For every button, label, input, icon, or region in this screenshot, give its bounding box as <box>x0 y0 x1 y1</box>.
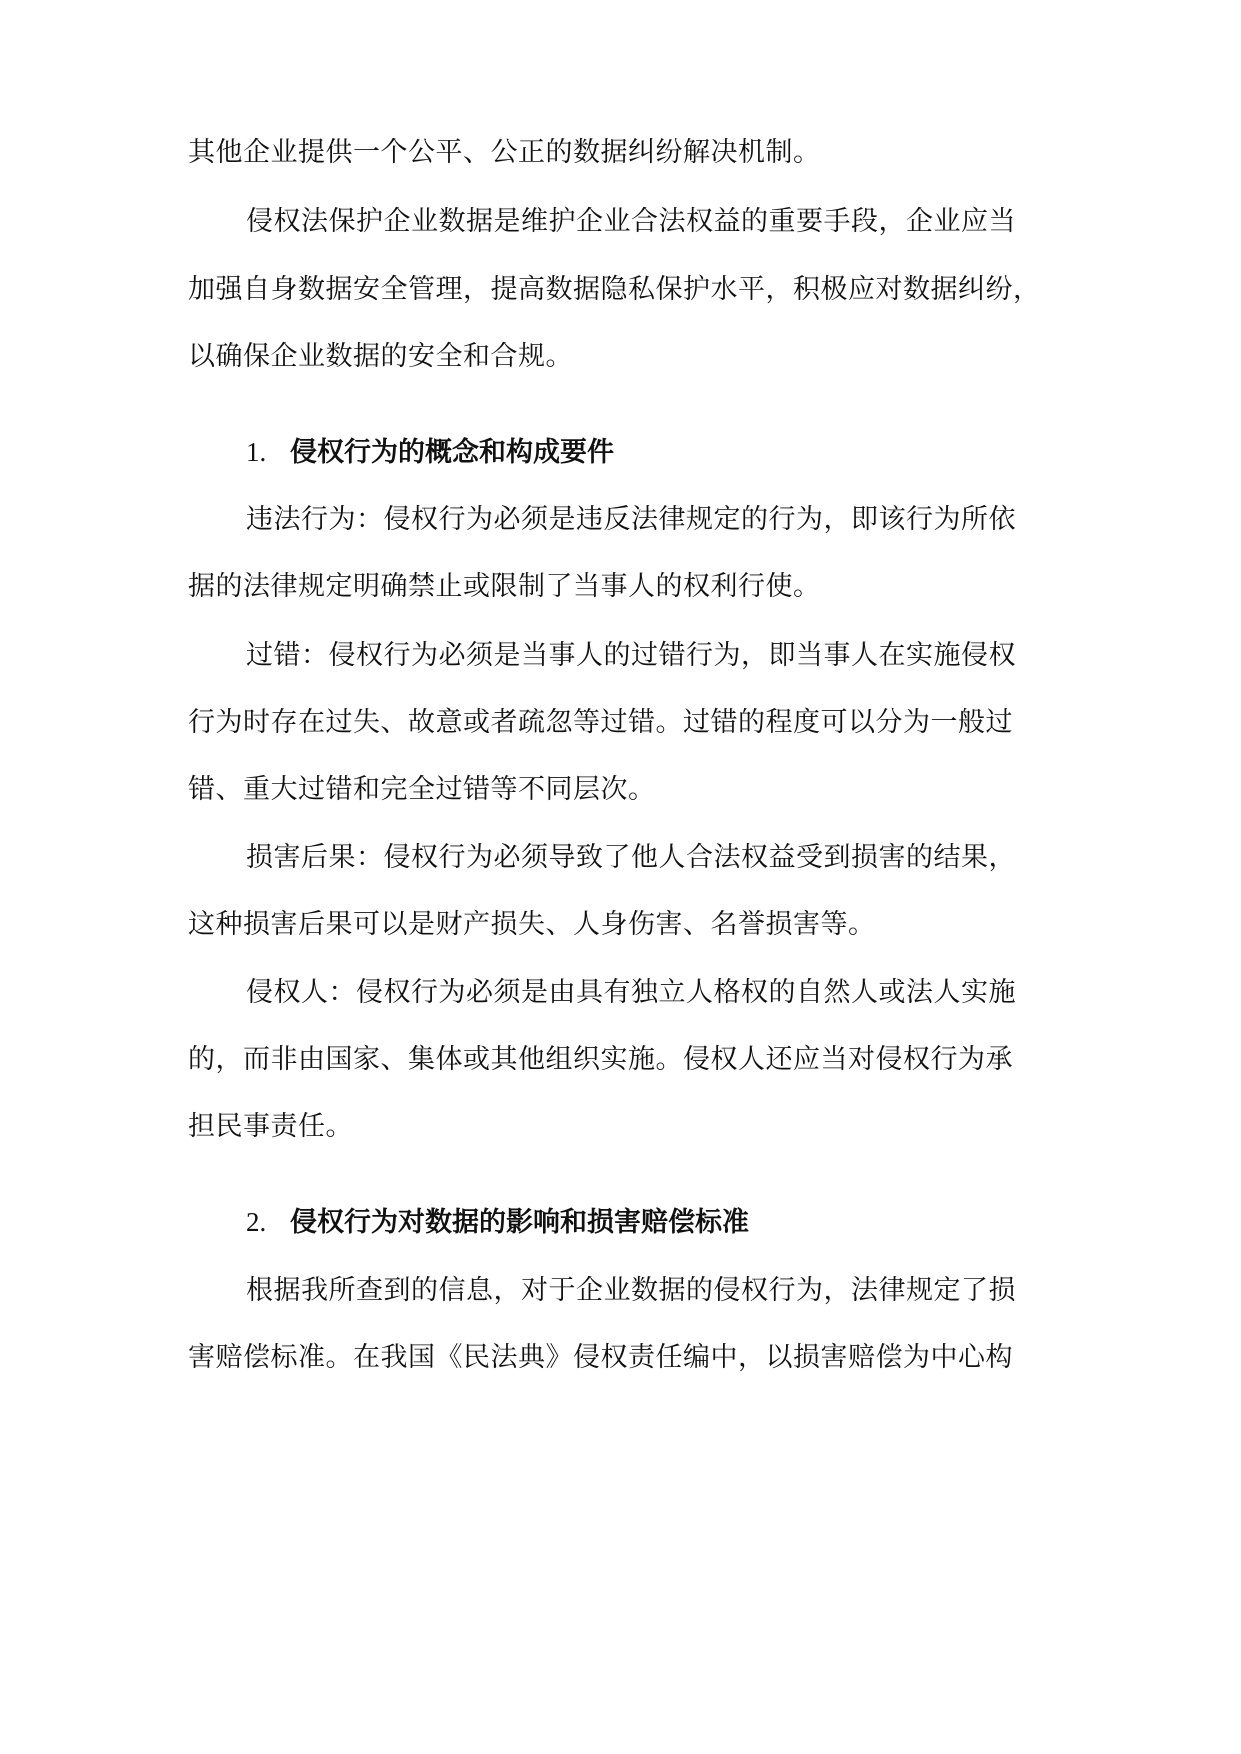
paragraph-line: 其他企业提供一个公平、公正的数据纠纷解决机制。 <box>188 137 821 168</box>
section-heading-1 <box>246 432 1066 473</box>
paragraph-line: 害赔偿标准。在我国《民法典》侵权责任编中，以损害赔偿为中心构 <box>188 1342 1013 1373</box>
paragraph-line: 担民事责任。 <box>188 1111 353 1142</box>
paragraph-line: 加强自身数据安全管理，提高数据隐私保护水平，积极应对数据纠纷， <box>188 274 1041 305</box>
paragraph-line: 违法行为：侵权行为必须是违反法律规定的行为，即该行为所依 <box>246 504 1016 535</box>
heading-text: 侵权行为的概念和构成要件 <box>290 437 614 468</box>
section-heading-2 <box>246 1202 1066 1243</box>
paragraph-line: 侵权法保护企业数据是维护企业合法权益的重要手段，企业应当 <box>246 206 1016 237</box>
paragraph-line: 的，而非由国家、集体或其他组织实施。侵权人还应当对侵权行为承 <box>188 1044 1013 1075</box>
paragraph-line: 这种损害后果可以是财产损失、人身伤害、名誉损害等。 <box>188 909 876 940</box>
paragraph-line: 错、重大过错和完全过错等不同层次。 <box>188 774 656 805</box>
paragraph-line: 侵权人：侵权行为必须是由具有独立人格权的自然人或法人实施 <box>246 977 1016 1008</box>
heading-text: 侵权行为对数据的影响和损害赔偿标准 <box>290 1207 749 1238</box>
paragraph-line: 以确保企业数据的安全和合规。 <box>188 341 573 372</box>
paragraph-line: 损害后果：侵权行为必须导致了他人合法权益受到损害的结果， <box>246 842 1016 873</box>
paragraph-line: 根据我所查到的信息，对于企业数据的侵权行为，法律规定了损 <box>246 1275 1016 1306</box>
paragraph-line: 过错：侵权行为必须是当事人的过错行为，即当事人在实施侵权 <box>246 640 1016 671</box>
paragraph-line: 据的法律规定明确禁止或限制了当事人的权利行使。 <box>188 571 821 602</box>
heading-number: 1. <box>246 437 267 467</box>
heading-number: 2. <box>246 1207 267 1237</box>
paragraph-line: 行为时存在过失、故意或者疏忽等过错。过错的程度可以分为一般过 <box>188 707 1013 738</box>
